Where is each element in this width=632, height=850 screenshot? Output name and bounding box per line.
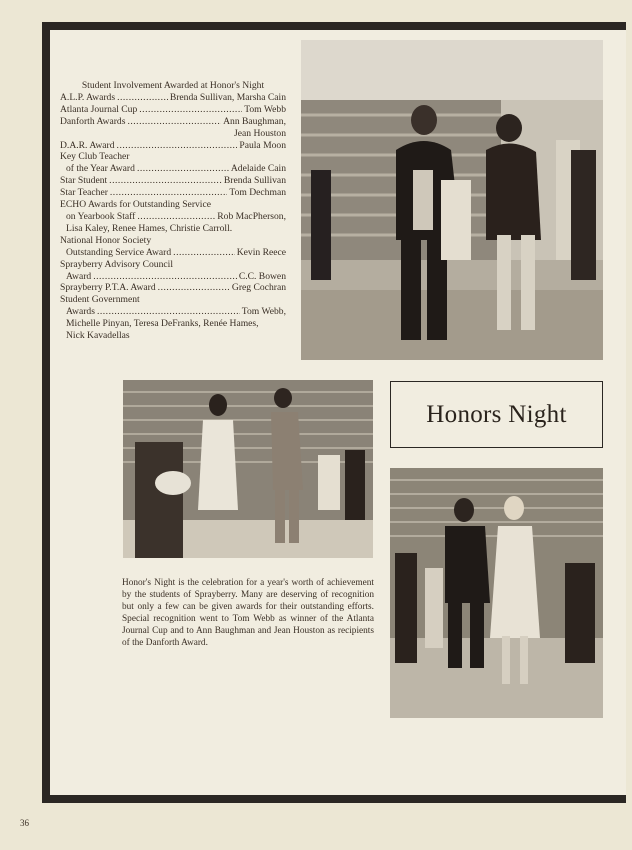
awards-list [60, 80, 286, 342]
award-name: ECHO Awards for Outstanding Service [60, 199, 211, 211]
award-name: Student Government [60, 294, 140, 306]
award-name: Sprayberry Advisory Council [60, 258, 173, 270]
photo-podium-presentation [123, 380, 373, 558]
award-line [60, 116, 286, 128]
award-recipient: Paula Moon [239, 139, 286, 151]
leader-dots [109, 175, 222, 187]
awards-heading: Student Involvement Awarded at Honor's Night [81, 80, 265, 91]
award-name: Sprayberry P.T.A. Award [60, 282, 156, 294]
leader-dots [137, 211, 215, 223]
award-recipient: Brenda Sullivan, Marsha Cain [169, 91, 286, 103]
page-title: Honors Night [390, 381, 603, 448]
award-recipient: Rob MacPherson, [217, 210, 286, 222]
leader-dots [117, 92, 168, 104]
award-recipient: Jean Houston [234, 127, 286, 139]
award-line [60, 223, 286, 235]
award-name: Star Student [60, 175, 108, 187]
award-line [60, 318, 286, 330]
award-recipient: Adelaide Cain [230, 163, 286, 175]
award-name: Atlanta Journal Cup [60, 103, 138, 115]
award-line [60, 330, 286, 342]
award-name: on Yearbook Staff [66, 210, 136, 222]
award-name: Danforth Awards [60, 115, 126, 127]
award-line [60, 235, 286, 247]
award-name: Award [66, 270, 92, 282]
leader-dots [158, 282, 230, 294]
leader-dots [173, 247, 235, 259]
award-line [60, 282, 286, 294]
award-line [60, 163, 286, 175]
leader-dots [117, 140, 238, 152]
photo-couple-walking [390, 468, 603, 718]
award-name: Awards [66, 306, 95, 318]
award-recipient: Tom Webb [244, 103, 286, 115]
leader-dots [93, 271, 237, 283]
award-line [60, 92, 286, 104]
leader-dots [127, 116, 221, 128]
award-recipient: Tom Dechman [229, 187, 286, 199]
award-line [60, 199, 286, 211]
caption-text: Honor's Night is the celebration for a year's worth of achievement by the students of Sprayberry. Many are deserving of recognition but only a few can be given awards for their outstanding efforts. Special recognition went to Tom Webb as winner of the Atlanta Journal Cup and to Ann Baughman and Jean Houston as recipients of the Danforth Award. [122, 578, 374, 648]
award-line [60, 247, 286, 259]
award-name: A.L.P. Awards [60, 91, 116, 103]
award-line [60, 187, 286, 199]
award-name: Nick Kavadellas [66, 330, 130, 342]
award-line [60, 294, 286, 306]
award-line [60, 259, 286, 271]
award-line [60, 271, 286, 283]
award-recipient: Ann Baughman, [223, 115, 286, 127]
leader-dots [137, 163, 229, 175]
award-line [60, 128, 286, 140]
award-recipient: C.C. Bowen [238, 270, 286, 282]
leader-dots [97, 306, 240, 318]
award-line [60, 306, 286, 318]
award-name: of the Year Award [66, 163, 135, 175]
award-recipient: Brenda Sullivan [223, 175, 286, 187]
award-line [60, 104, 286, 116]
award-name: Key Club Teacher [60, 151, 130, 163]
page-number: 36 [20, 818, 29, 828]
leader-dots [139, 104, 242, 116]
award-name: Star Teacher [60, 187, 108, 199]
award-line [60, 151, 286, 163]
photo-award-recipients-walking [301, 40, 603, 360]
award-lines [60, 92, 286, 342]
award-name: D.A.R. Award [60, 139, 115, 151]
award-recipient: Tom Webb, [241, 306, 286, 318]
award-name: Outstanding Service Award [66, 246, 172, 258]
award-recipient: Greg Cochran [231, 282, 286, 294]
award-line [60, 140, 286, 152]
award-line [60, 175, 286, 187]
award-name: Michelle Pinyan, Teresa DeFranks, Renée Hames, [66, 318, 259, 330]
award-name: National Honor Society [60, 234, 152, 246]
award-name: Lisa Kaley, Renee Hames, Christie Carroll. [66, 222, 233, 234]
award-recipient: Kevin Reece [236, 246, 286, 258]
leader-dots [110, 187, 227, 199]
award-line [60, 211, 286, 223]
